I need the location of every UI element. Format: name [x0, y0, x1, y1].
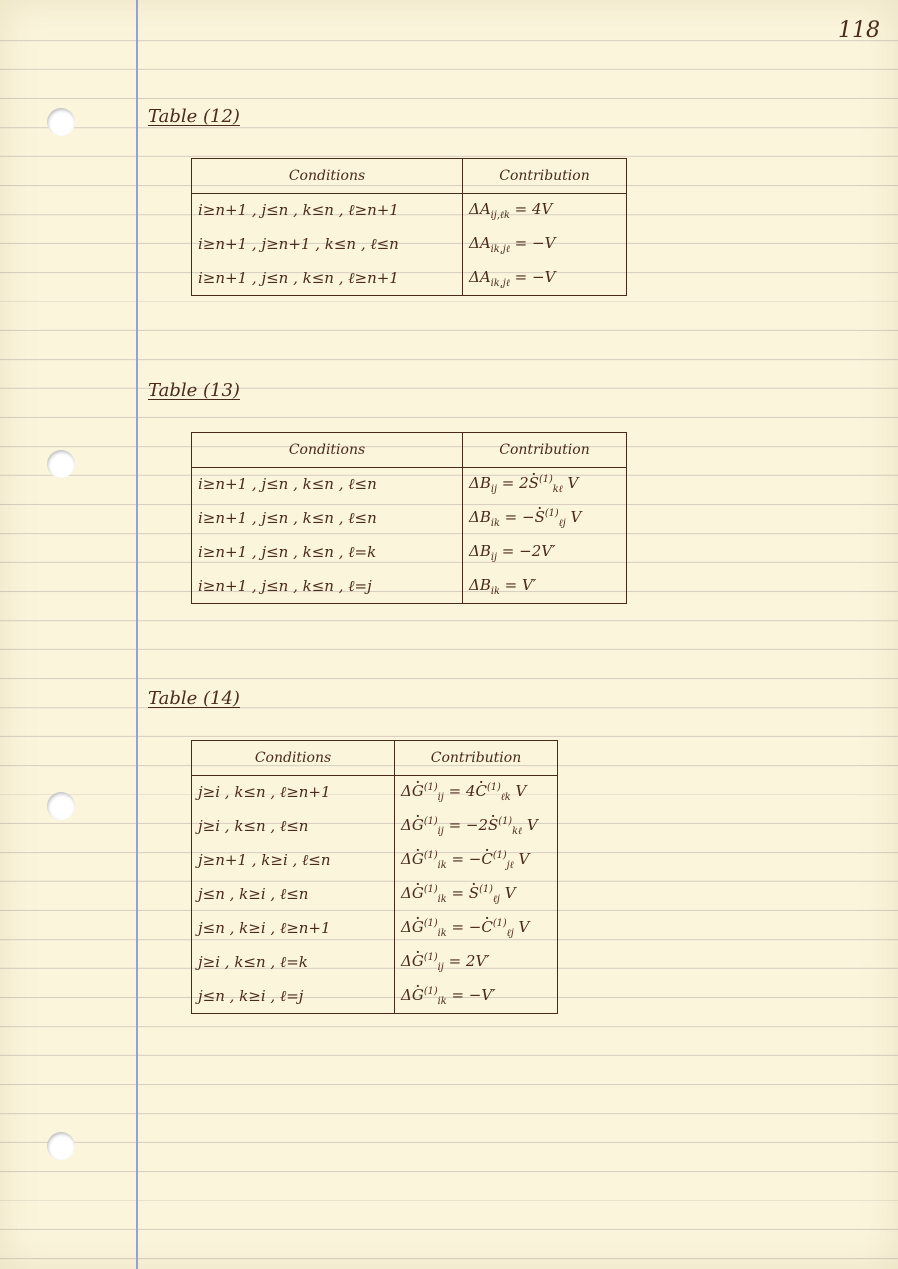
- condition-cell: j≤n , k≥i , ℓ=j: [192, 980, 395, 1014]
- table-row: [192, 468, 627, 502]
- table-row: [192, 262, 627, 296]
- punch-hole: [47, 1132, 75, 1160]
- condition-cell: i≥n+1 , j≤n , k≤n , ℓ≤n: [192, 468, 463, 502]
- table-body: [192, 468, 627, 604]
- table-row: [192, 912, 558, 946]
- contribution-cell: $\Delta A_{ik,j\ell} = -V$: [463, 228, 627, 262]
- condition-cell: i≥n+1 , j≤n , k≤n , ℓ≥n+1: [192, 194, 463, 228]
- contribution-cell: $\Delta B_{ik} = V'$: [463, 570, 627, 604]
- contribution-cell: $\Delta B_{ij} = 2\cdot S^{(1)}_{k\ell}$ V: [463, 468, 627, 502]
- condition-cell: j≥i , k≤n , ℓ≥n+1: [192, 776, 395, 810]
- punch-hole: [47, 108, 75, 136]
- table-row: [192, 194, 627, 228]
- contribution-cell: $\Delta\cdot G^{(1)}_{ik}$ = −· $C^{(1)}_{j\ell}$ V: [395, 844, 558, 878]
- data-table: [191, 158, 627, 296]
- table-row: [192, 502, 627, 536]
- condition-cell: i≥n+1 , j≤n , k≤n , ℓ=k: [192, 536, 463, 570]
- data-table: [191, 432, 627, 604]
- table-title: Table (13): [148, 380, 240, 401]
- table-row: [192, 980, 558, 1014]
- contribution-cell: $\Delta B_{ij} = -2V'$: [463, 536, 627, 570]
- punch-hole: [47, 450, 75, 478]
- contribution-cell: $\Delta\cdot G^{(1)}_{ij} = 2V'$: [395, 946, 558, 980]
- condition-cell: j≥i , k≤n , ℓ=k: [192, 946, 395, 980]
- table-body: [192, 194, 627, 296]
- column-header: Conditions: [192, 433, 463, 468]
- condition-cell: i≥n+1 , j≤n , k≤n , ℓ≥n+1: [192, 262, 463, 296]
- column-header: Contribution: [463, 159, 627, 194]
- table-row: [192, 844, 558, 878]
- table-row: [192, 228, 627, 262]
- table-row: [192, 810, 558, 844]
- condition-cell: i≥n+1 , j≤n , k≤n , ℓ≤n: [192, 502, 463, 536]
- condition-cell: j≤n , k≥i , ℓ≥n+1: [192, 912, 395, 946]
- condition-cell: i≥n+1 , j≤n , k≤n , ℓ=j: [192, 570, 463, 604]
- contribution-cell: $\Delta\cdot G^{(1)}_{ik} = -V'$: [395, 980, 558, 1014]
- condition-cell: j≥n+1 , k≥i , ℓ≤n: [192, 844, 395, 878]
- table-row: [192, 570, 627, 604]
- page-number: 118: [838, 18, 880, 43]
- column-header: Conditions: [192, 159, 463, 194]
- condition-cell: j≤n , k≥i , ℓ≤n: [192, 878, 395, 912]
- table-row: [192, 536, 627, 570]
- column-header: Contribution: [463, 433, 627, 468]
- table-body: [192, 776, 558, 1014]
- table-title: Table (14): [148, 688, 240, 709]
- contribution-cell: $\Delta\cdot G^{(1)}_{ij} = -2\cdot S^{(1)}_{k\ell}$ V: [395, 810, 558, 844]
- data-table: [191, 740, 558, 1014]
- column-header: Contribution: [395, 741, 558, 776]
- contribution-cell: $\Delta A_{ik,j\ell} = -V$: [463, 262, 627, 296]
- contribution-cell: $\Delta\cdot G^{(1)}_{ik}$ = · $S^{(1)}_{\ell j}$ V: [395, 878, 558, 912]
- condition-cell: i≥n+1 , j≥n+1 , k≤n , ℓ≤n: [192, 228, 463, 262]
- contribution-cell: $\Delta\cdot G^{(1)}_{ij} = 4\cdot C^{(1)}_{\ell k}$ V: [395, 776, 558, 810]
- column-header: Conditions: [192, 741, 395, 776]
- margin-line: [136, 0, 138, 1269]
- table-row: [192, 776, 558, 810]
- table-row: [192, 946, 558, 980]
- contribution-cell: $\Delta\cdot G^{(1)}_{ik}$ = −· $C^{(1)}_{\ell j}$ V: [395, 912, 558, 946]
- table-row: [192, 878, 558, 912]
- table-title: Table (12): [148, 106, 240, 127]
- punch-hole: [47, 792, 75, 820]
- contribution-cell: $\Delta A_{ij,\ell k} = 4V$: [463, 194, 627, 228]
- contribution-cell: $\Delta B_{ik}$ = −· $S^{(1)}_{\ell j}$ V: [463, 502, 627, 536]
- condition-cell: j≥i , k≤n , ℓ≤n: [192, 810, 395, 844]
